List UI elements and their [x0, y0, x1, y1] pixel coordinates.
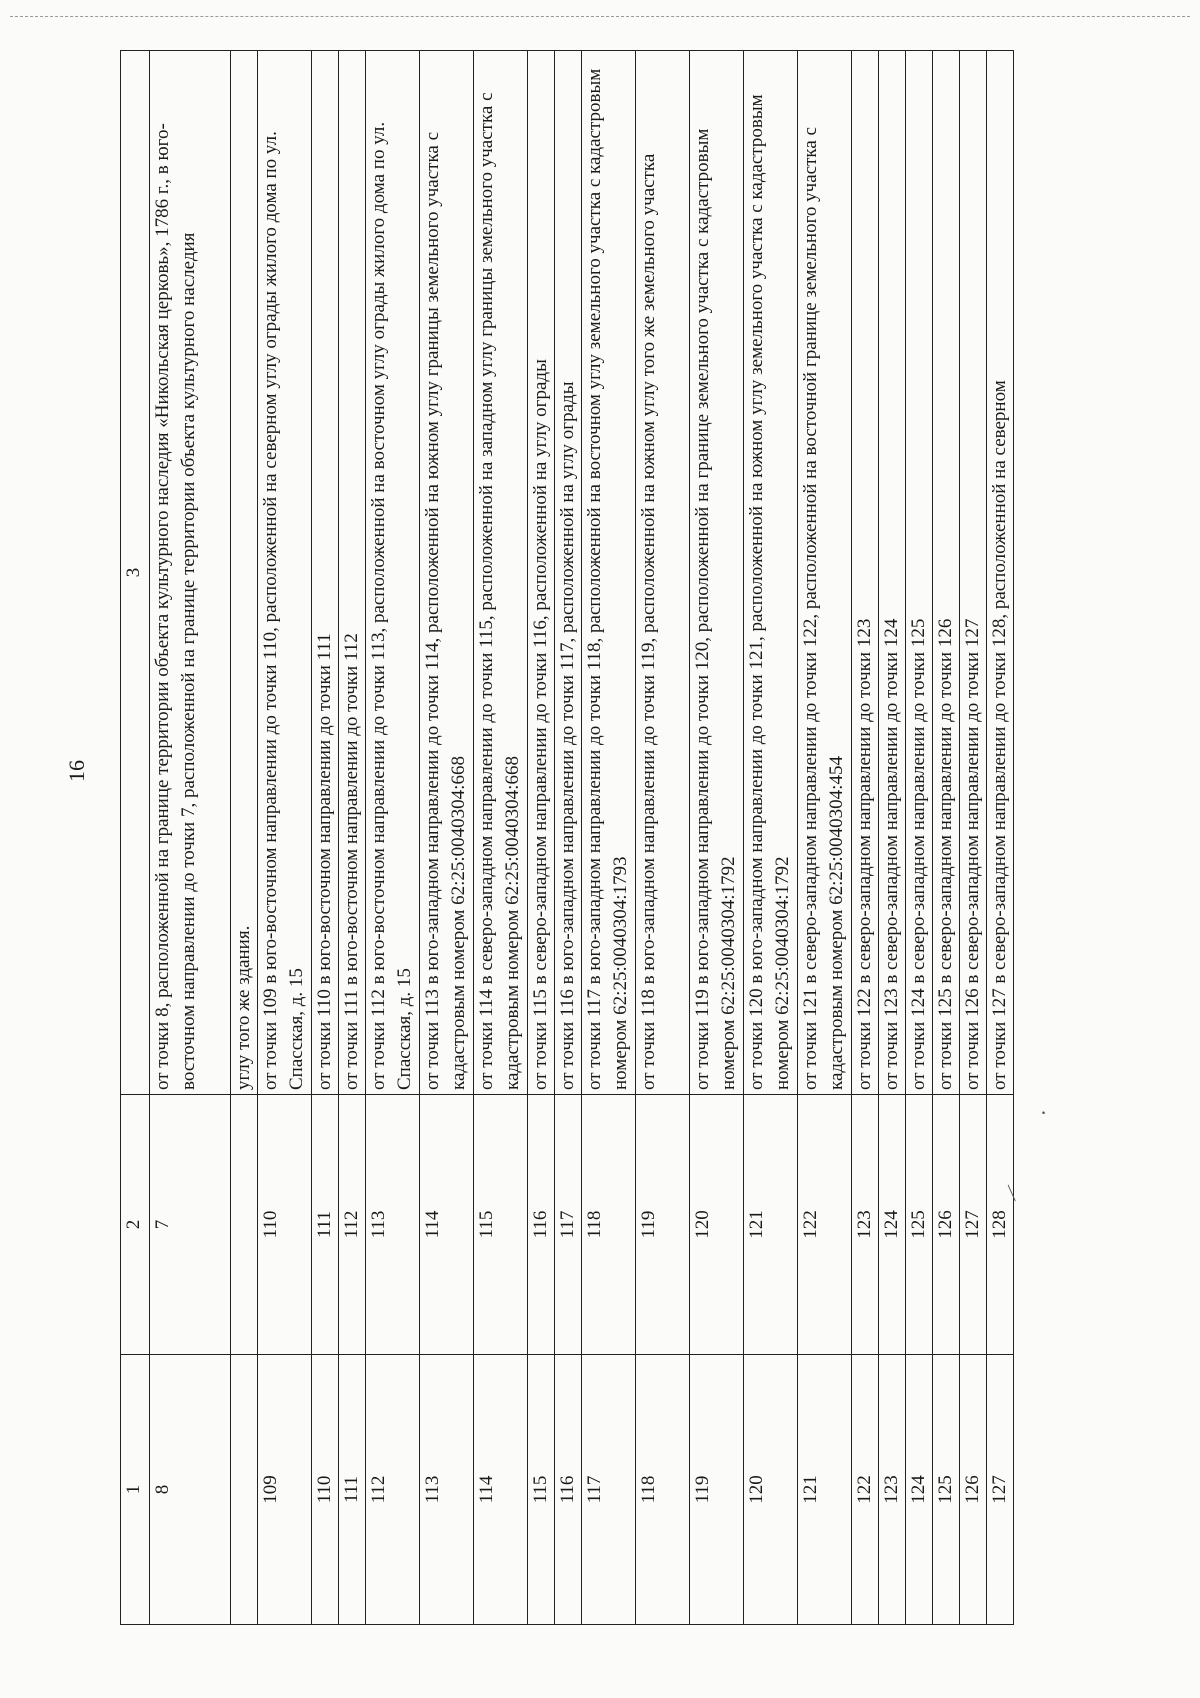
header-col-2: 2	[121, 1095, 150, 1355]
cell-point-to	[231, 1095, 258, 1355]
cell-point-to: 122	[798, 1095, 852, 1355]
cell-description: от точки 121 в северо-западном направлении до точки 122, расположенной на восточной границе земельного участка с кадастровым номером 62:25:0040304:454	[798, 51, 852, 1095]
cell-point-from: 126	[960, 1355, 987, 1625]
cell-point-from: 125	[933, 1355, 960, 1625]
cell-point-from: 112	[366, 1355, 420, 1625]
cell-point-to: 115	[474, 1095, 528, 1355]
cell-point-to: 113	[366, 1095, 420, 1355]
cell-point-from: 114	[474, 1355, 528, 1625]
table-row	[744, 51, 798, 1625]
cell-description: от точки 8, расположенной на границе территории объекта культурного наследия «Никольская церковь», 1786 г., в юго-восточном направлении до точки 7, расположенной на границе территории объекта культурного наследия	[150, 51, 231, 1095]
cell-point-to: 127	[960, 1095, 987, 1355]
cell-point-to: 123	[852, 1095, 879, 1355]
cell-description: от точки 125 в северо-западном направлении до точки 126	[933, 51, 960, 1095]
pen-mark: ⁄	[999, 1184, 1024, 1201]
cell-point-to: 7	[150, 1095, 231, 1355]
cell-point-to: 126	[933, 1095, 960, 1355]
cell-description: от точки 117 в юго-западном направлении до точки 118, расположенной на восточном углу земельного участка с кадастровым номером 62:25:0040304:1793	[582, 51, 636, 1095]
cell-point-to: 118	[582, 1095, 636, 1355]
cell-point-to: 121	[744, 1095, 798, 1355]
table-row	[555, 51, 582, 1625]
table-row	[960, 51, 987, 1625]
cell-point-to: 116	[528, 1095, 555, 1355]
cell-description: от точки 110 в юго-восточном направлении до точки 111	[312, 51, 339, 1095]
cell-description: от точки 113 в юго-западном направлении до точки 114, расположенной на южном углу границы земельного участка с кадастровым номером 62:25:0040304:668	[420, 51, 474, 1095]
cell-description: от точки 123 в северо-западном направлении до точки 124	[879, 51, 906, 1095]
cell-point-from: 110	[312, 1355, 339, 1625]
table-row	[582, 51, 636, 1625]
table-row	[339, 51, 366, 1625]
table-row	[636, 51, 690, 1625]
cell-description: от точки 126 в северо-западном направлении до точки 127	[960, 51, 987, 1095]
cell-description: от точки 127 в северо-западном направлении до точки 128, расположенной на северном	[987, 51, 1014, 1095]
cell-point-from: 121	[798, 1355, 852, 1625]
page-number: 16	[64, 760, 89, 782]
cell-point-from: 109	[258, 1355, 312, 1625]
cell-point-from: 115	[528, 1355, 555, 1625]
cell-description: от точки 122 в северо-западном направлении до точки 123	[852, 51, 879, 1095]
cell-point-from: 119	[690, 1355, 744, 1625]
cell-description: углу того же здания.	[231, 51, 258, 1095]
cell-point-from: 117	[582, 1355, 636, 1625]
cell-point-to: 128	[987, 1095, 1014, 1355]
cell-description: от точки 118 в юго-западном направлении до точки 119, расположенной на южном углу того же земельного участка	[636, 51, 690, 1095]
cell-point-from: 113	[420, 1355, 474, 1625]
cell-point-to: 120	[690, 1095, 744, 1355]
cell-point-to: 110	[258, 1095, 312, 1355]
cell-point-from: 127	[987, 1355, 1014, 1625]
cell-point-from: 124	[906, 1355, 933, 1625]
cell-description: от точки 114 в северо-западном направлении до точки 115, расположенной на западном углу границы земельного участка с кадастровым номером 62:25:0040304:668	[474, 51, 528, 1095]
table-row	[231, 51, 258, 1625]
table-row	[528, 51, 555, 1625]
table-row	[690, 51, 744, 1625]
table-row	[852, 51, 879, 1625]
cell-point-from: 8	[150, 1355, 231, 1625]
cell-point-to: 112	[339, 1095, 366, 1355]
header-col-1: 1	[121, 1355, 150, 1625]
cell-point-to: 119	[636, 1095, 690, 1355]
table-row	[312, 51, 339, 1625]
cell-description: от точки 120 в юго-западном направлении до точки 121, расположенной на южном углу земельного участка с кадастровым номером 62:25:0040304:1792	[744, 51, 798, 1095]
rotated-table-wrapper	[120, 51, 1075, 1625]
cell-description: от точки 119 в юго-западном направлении до точки 120, расположенной на границе земельного участка с кадастровым номером 62:25:0040304:1792	[690, 51, 744, 1095]
cell-description: от точки 115 в северо-западном направлении до точки 116, расположенной на углу ограды	[528, 51, 555, 1095]
table-row	[933, 51, 960, 1625]
cell-point-from: 122	[852, 1355, 879, 1625]
cell-description: от точки 124 в северо-западном направлении до точки 125	[906, 51, 933, 1095]
table-row	[798, 51, 852, 1625]
cell-point-from: 111	[339, 1355, 366, 1625]
cell-point-from: 118	[636, 1355, 690, 1625]
cell-description: от точки 111 в юго-восточном направлении до точки 112	[339, 51, 366, 1095]
boundary-points-table	[120, 50, 1014, 1625]
cell-description: от точки 116 в юго-западном направлении до точки 117, расположенной на углу ограды	[555, 51, 582, 1095]
cell-point-from: 120	[744, 1355, 798, 1625]
cell-point-to: 111	[312, 1095, 339, 1355]
cell-point-from	[231, 1355, 258, 1625]
table-header-row	[121, 51, 150, 1625]
table-row	[879, 51, 906, 1625]
table-row	[906, 51, 933, 1625]
cell-description: от точки 109 в юго-восточном направлении до точки 110, расположенной на северном углу ограды жилого дома по ул. Спасская, д. 15	[258, 51, 312, 1095]
cell-point-to: 125	[906, 1095, 933, 1355]
table-row	[987, 51, 1014, 1625]
header-col-3: 3	[121, 51, 150, 1095]
cell-point-to: 114	[420, 1095, 474, 1355]
table-row	[150, 51, 231, 1625]
table-row	[258, 51, 312, 1625]
cell-point-from: 123	[879, 1355, 906, 1625]
cell-point-to: 117	[555, 1095, 582, 1355]
table-row	[420, 51, 474, 1625]
pen-mark: ·	[1033, 1099, 1053, 1126]
table-row	[366, 51, 420, 1625]
cell-description: от точки 112 в юго-восточном направлении до точки 113, расположенной на восточном углу ограды жилого дома по ул. Спасская, д. 15	[366, 51, 420, 1095]
cell-point-from: 116	[555, 1355, 582, 1625]
scan-edge-line	[10, 16, 1190, 17]
table-row	[474, 51, 528, 1625]
cell-point-to: 124	[879, 1095, 906, 1355]
